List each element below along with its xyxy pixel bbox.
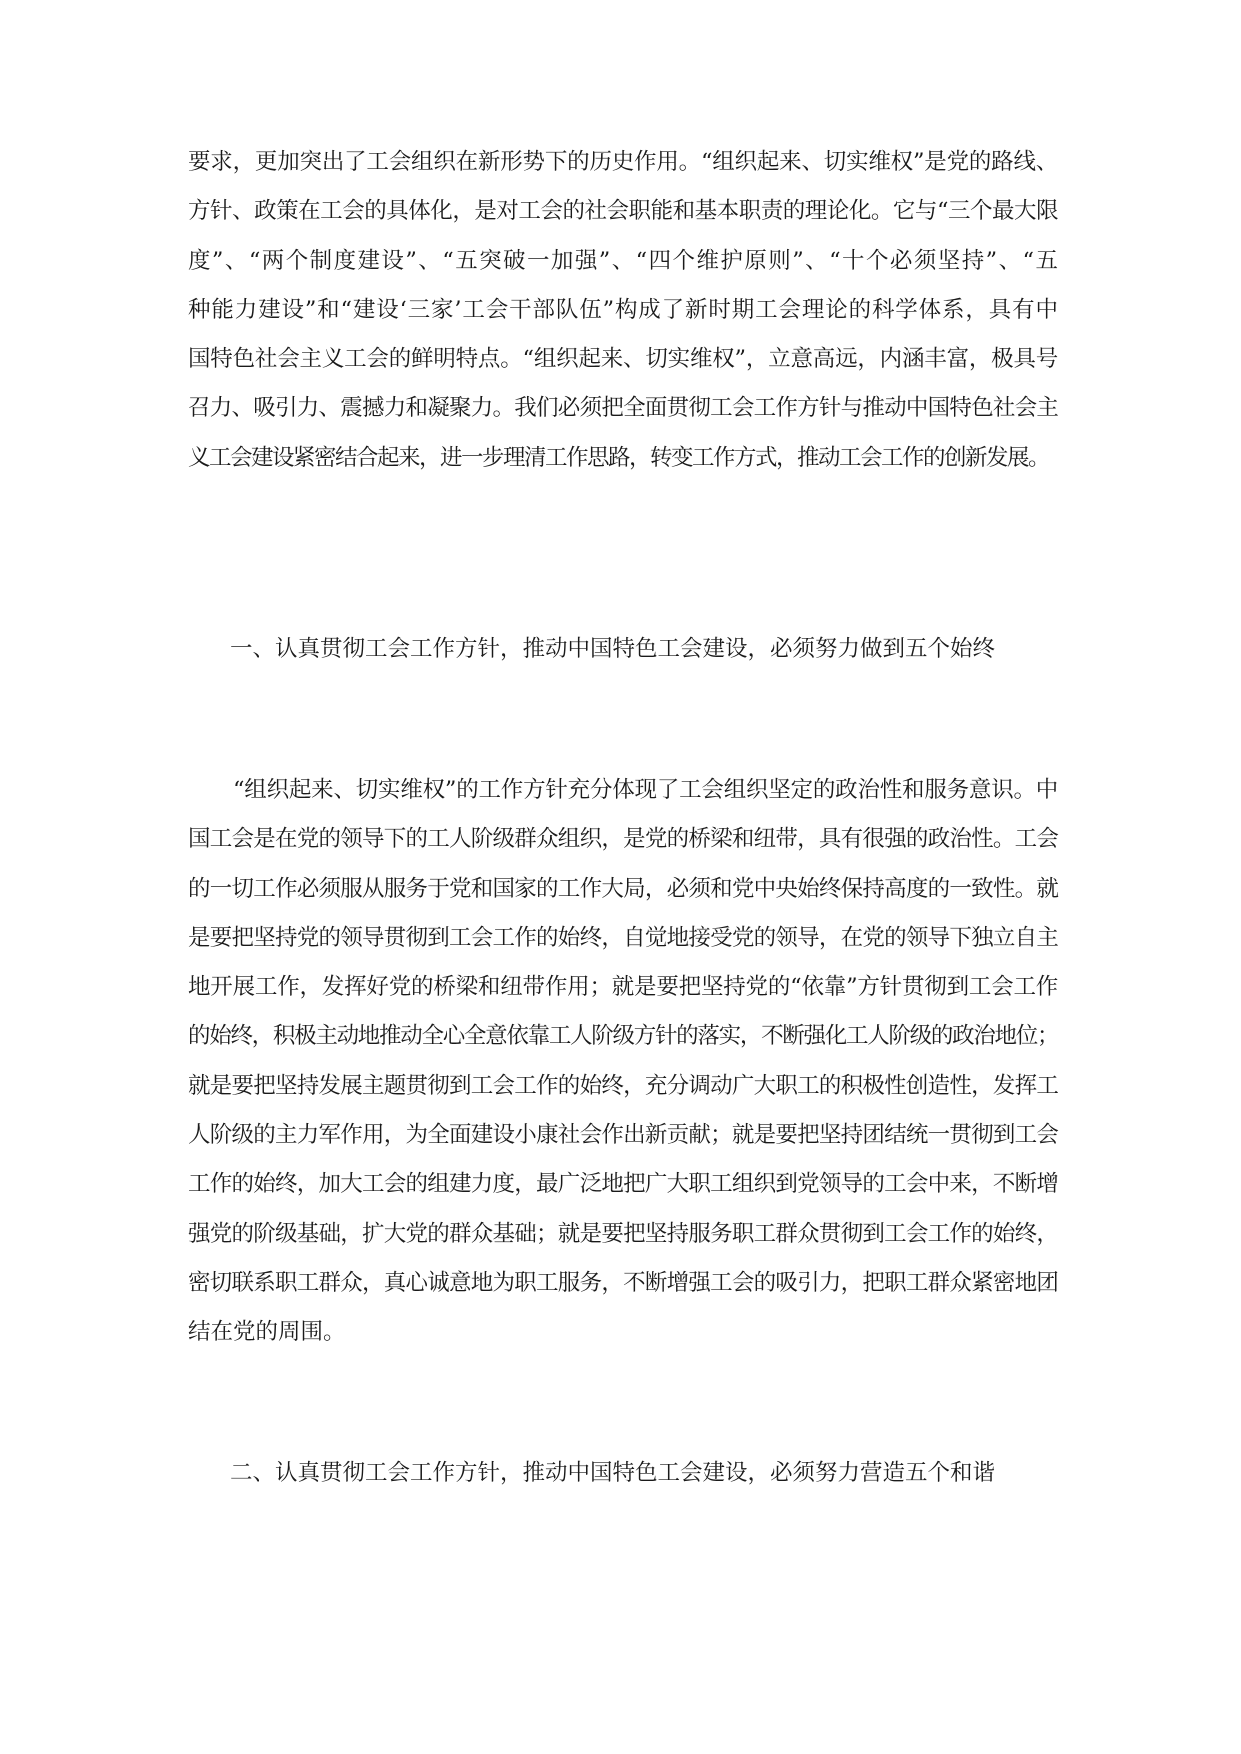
paragraph-line: 工作的始终，加大工会的组建力度，最广泛地把广大职工组织到党领导的工会中来，不断增 bbox=[188, 1171, 1058, 1198]
paragraph-line: 的一切工作必须服从服务于党和国家的工作大局，必须和党中央始终保持高度的一致性。就 bbox=[188, 875, 1058, 902]
paragraph-line: 国特色社会主义工会的鲜明特点。“组织起来、切实维权”，立意高远，内涵丰富，极具号 bbox=[188, 346, 1058, 373]
paragraph-line: 地开展工作，发挥好党的桥梁和纽带作用；就是要把坚持党的“依靠”方针贯彻到工会工作 bbox=[188, 974, 1058, 1001]
paragraph-line: “组织起来、切实维权”的工作方针充分体现了工会组织坚定的政治性和服务意识。中 bbox=[233, 777, 1058, 803]
paragraph-line: 种能力建设”和“建设‘三家’工会干部队伍”构成了新时期工会理论的科学体系，具有中 bbox=[188, 296, 1058, 323]
paragraph-line: 是要把坚持党的领导贯彻到工会工作的始终，自觉地接受党的领导，在党的领导下独立自主 bbox=[188, 924, 1058, 951]
paragraph-line: 结在党的周围。 bbox=[188, 1319, 346, 1346]
paragraph-line: 方针、政策在工会的具体化，是对工会的社会职能和基本职责的理论化。它与“三个最大限 bbox=[188, 198, 1058, 225]
paragraph-line: 密切联系职工群众，真心诚意地为职工服务，不断增强工会的吸引力，把职工群众紧密地团 bbox=[188, 1269, 1058, 1296]
paragraph-line: 义工会建设紧密结合起来，进一步理清工作思路，转变工作方式，推动工会工作的创新发展。 bbox=[188, 444, 1050, 471]
intro-paragraph bbox=[188, 138, 1058, 483]
paragraph-line: 要求，更加突出了工会组织在新形势下的历史作用。“组织起来、切实维权”是党的路线、 bbox=[188, 149, 1058, 175]
paragraph-line: 召力、吸引力、震撼力和凝聚力。我们必须把全面贯彻工会工作方针与推动中国特色社会主 bbox=[188, 395, 1058, 422]
paragraph-line: 度”、“两个制度建设”、“五突破一加强”、“四个维护原则”、“十个必须坚持”、“五 bbox=[188, 247, 1058, 274]
section-heading-2: 二、认真贯彻工会工作方针，推动中国特色工会建设，必须努力营造五个和谐 bbox=[230, 1460, 996, 1486]
section1-paragraph bbox=[188, 766, 1058, 1358]
paragraph-line: 国工会是在党的领导下的工人阶级群众组织，是党的桥梁和纽带，具有很强的政治性。工会 bbox=[188, 826, 1058, 853]
section-heading-1: 一、认真贯彻工会工作方针，推动中国特色工会建设，必须努力做到五个始终 bbox=[230, 636, 996, 662]
paragraph-line: 强党的阶级基础，扩大党的群众基础；就是要把坚持服务职工群众贯彻到工会工作的始终， bbox=[188, 1220, 1058, 1247]
paragraph-line: 的始终，积极主动地推动全心全意依靠工人阶级方针的落实，不断强化工人阶级的政治地位； bbox=[188, 1023, 1058, 1050]
paragraph-line: 就是要把坚持发展主题贯彻到工会工作的始终，充分调动广大职工的积极性创造性，发挥工 bbox=[188, 1072, 1058, 1099]
paragraph-line: 人阶级的主力军作用，为全面建设小康社会作出新贡献；就是要把坚持团结统一贯彻到工会 bbox=[188, 1122, 1058, 1149]
